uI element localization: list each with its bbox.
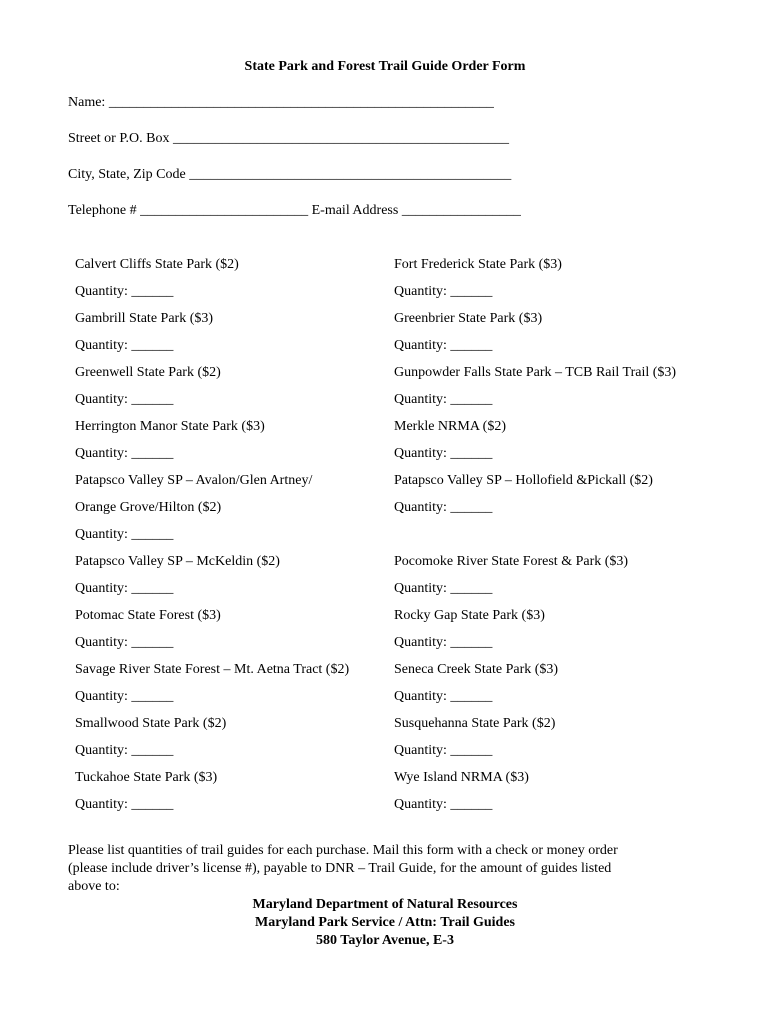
- form-title: State Park and Forest Trail Guide Order Form: [244, 59, 526, 74]
- quantity-field[interactable]: Quantity: ______: [75, 635, 174, 650]
- quantity-field[interactable]: Quantity: ______: [394, 446, 493, 461]
- guide-title: Calvert Cliffs State Park ($2): [75, 257, 239, 272]
- guide-title: Pocomoke River State Forest & Park ($3): [394, 554, 629, 569]
- quantity-field[interactable]: Quantity: ______: [75, 446, 174, 461]
- mailing-instructions: Please list quantities of trail guides for each purchase. Mail this form with a check or money order (please include driver’s license #), payable to DNR – Trail Guide, for the amount of guides listed above to:: [68, 843, 618, 894]
- guide-title: Susquehanna State Park ($2): [394, 716, 556, 731]
- quantity-field[interactable]: Quantity: ______: [75, 743, 174, 758]
- guide-title: Greenwell State Park ($2): [75, 365, 221, 380]
- guide-title: Patapsco Valley SP – McKeldin ($2): [75, 554, 280, 569]
- guide-title: Orange Grove/Hilton ($2): [75, 500, 222, 515]
- guide-title: Potomac State Forest ($3): [75, 608, 221, 623]
- guide-title: Herrington Manor State Park ($3): [75, 419, 265, 434]
- quantity-field[interactable]: Quantity: ______: [75, 581, 174, 596]
- quantity-field[interactable]: Quantity: ______: [394, 284, 493, 299]
- quantity-field[interactable]: Quantity: ______: [75, 392, 174, 407]
- telephone-email-field[interactable]: Telephone # ________________________ E-mail Address _________________: [68, 203, 521, 218]
- quantity-field[interactable]: Quantity: ______: [394, 392, 493, 407]
- quantity-field[interactable]: Quantity: ______: [394, 581, 493, 596]
- guide-title: Wye Island NRMA ($3): [394, 770, 529, 785]
- guide-title: Seneca Creek State Park ($3): [394, 662, 559, 677]
- guide-title: Patapsco Valley SP – Hollofield &Pickall ($2): [394, 473, 653, 488]
- address-line-1: Maryland Department of Natural Resources: [252, 897, 518, 912]
- spacer: [394, 526, 724, 553]
- street-field[interactable]: Street or P.O. Box ________________________________________________: [68, 131, 509, 146]
- quantity-field[interactable]: Quantity: ______: [75, 527, 174, 542]
- quantity-field[interactable]: Quantity: ______: [394, 635, 493, 650]
- guide-title: Gunpowder Falls State Park – TCB Rail Trail ($3): [394, 365, 677, 380]
- quantity-field[interactable]: Quantity: ______: [394, 797, 493, 812]
- guide-title: Greenbrier State Park ($3): [394, 311, 543, 326]
- left-guide-column: [75, 256, 405, 823]
- quantity-field[interactable]: Quantity: ______: [75, 797, 174, 812]
- name-field[interactable]: Name: _______________________________________________________: [68, 95, 494, 110]
- quantity-field[interactable]: Quantity: ______: [394, 743, 493, 758]
- city-state-zip-field[interactable]: City, State, Zip Code ______________________________________________: [68, 167, 512, 182]
- quantity-field[interactable]: Quantity: ______: [394, 500, 493, 515]
- address-line-3: 580 Taylor Avenue, E-3: [316, 933, 454, 948]
- guide-title: Merkle NRMA ($2): [394, 419, 506, 434]
- guide-title: Tuckahoe State Park ($3): [75, 770, 218, 785]
- quantity-field[interactable]: Quantity: ______: [75, 284, 174, 299]
- quantity-field[interactable]: Quantity: ______: [394, 338, 493, 353]
- address-line-2: Maryland Park Service / Attn: Trail Guides: [254, 915, 516, 930]
- guide-title: Savage River State Forest – Mt. Aetna Tract ($2): [75, 662, 350, 677]
- guide-title: Patapsco Valley SP – Avalon/Glen Artney/: [75, 473, 313, 488]
- guide-title: Smallwood State Park ($2): [75, 716, 227, 731]
- guide-title: Fort Frederick State Park ($3): [394, 257, 562, 272]
- guide-title: Gambrill State Park ($3): [75, 311, 214, 326]
- right-guide-column: [394, 256, 724, 823]
- mailing-address: [0, 896, 770, 950]
- quantity-field[interactable]: Quantity: ______: [75, 338, 174, 353]
- guide-title: Rocky Gap State Park ($3): [394, 608, 545, 623]
- quantity-field[interactable]: Quantity: ______: [394, 689, 493, 704]
- quantity-field[interactable]: Quantity: ______: [75, 689, 174, 704]
